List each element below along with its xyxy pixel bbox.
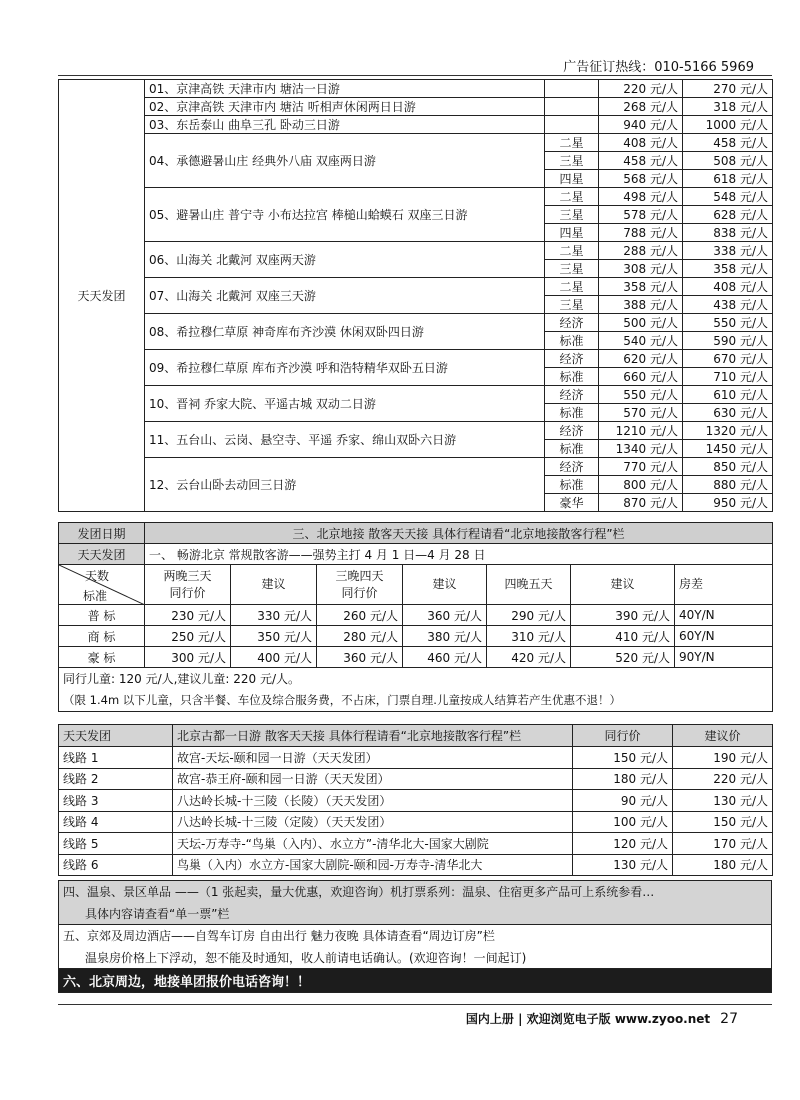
standard-price: 420 元/人 — [487, 647, 571, 668]
tour-grade: 经济 — [545, 314, 599, 332]
route-text: 故宫-恭王府-颐和园一日游（天天发团） — [173, 768, 573, 790]
route-text: 故宫-天坛-颐和园一日游（天天发团） — [173, 747, 573, 769]
tour-grade: 标准 — [545, 476, 599, 494]
tour-row — [59, 314, 773, 332]
line-suggest: 220 元/人 — [673, 768, 773, 790]
line-label: 线路 3 — [59, 790, 173, 812]
standard-price: 310 元/人 — [487, 626, 571, 647]
misc-sections — [58, 880, 772, 993]
day-price-header: 同行价 — [573, 725, 673, 747]
tour-suggest-price: 618 元/人 — [683, 170, 773, 188]
header-rule — [58, 75, 772, 76]
standard-price: 380 元/人 — [403, 626, 487, 647]
day-tour-row — [59, 747, 773, 769]
tour-grade: 三星 — [545, 260, 599, 278]
price-col-header: 四晚五天 — [487, 565, 571, 605]
tour-grade: 经济 — [545, 458, 599, 476]
tour-suggest-price: 590 元/人 — [683, 332, 773, 350]
tour-name: 12、云台山卧去动回三日游 — [145, 458, 545, 512]
tour-price: 358 元/人 — [599, 278, 683, 296]
tour-name: 04、承德避暑山庄 经典外八庙 双座两日游 — [145, 134, 545, 188]
tour-suggest-price: 408 元/人 — [683, 278, 773, 296]
tour-row — [59, 80, 773, 98]
price-col-header: 建议 — [571, 565, 675, 605]
tour-price: 870 元/人 — [599, 494, 683, 512]
tour-grade: 标准 — [545, 440, 599, 458]
tour-suggest-price: 610 元/人 — [683, 386, 773, 404]
standard-price: 390 元/人 — [571, 605, 675, 626]
tour-row — [59, 134, 773, 152]
section4-line1: 四、温泉、景区单品 ——（1 张起卖，量大优惠，欢迎咨询）机打票系列：温泉、住宿更多产品可上系统参看… — [59, 881, 772, 903]
beijing-local-table — [58, 522, 773, 712]
date-label: 发团日期 — [59, 523, 145, 544]
tour-name: 09、希拉穆仁草原 库布齐沙漠 呼和浩特精华双卧五日游 — [145, 350, 545, 386]
tour-suggest-price: 630 元/人 — [683, 404, 773, 422]
tour-grade: 四星 — [545, 224, 599, 242]
day-tour-row — [59, 811, 773, 833]
tour-row — [59, 242, 773, 260]
standard-price: 230 元/人 — [145, 605, 231, 626]
line-label: 线路 4 — [59, 811, 173, 833]
line-label: 线路 2 — [59, 768, 173, 790]
line-label: 线路 1 — [59, 747, 173, 769]
tour-suggest-price: 508 元/人 — [683, 152, 773, 170]
line-price: 150 元/人 — [573, 747, 673, 769]
standard-label: 商 标 — [59, 626, 145, 647]
tour-price: 1340 元/人 — [599, 440, 683, 458]
tour-row — [59, 350, 773, 368]
tour-row — [59, 458, 773, 476]
tour-grade: 经济 — [545, 386, 599, 404]
tour-grade: 三星 — [545, 206, 599, 224]
route-text: 八达岭长城-十三陵（长陵）（天天发团） — [173, 790, 573, 812]
tour-suggest-price: 458 元/人 — [683, 134, 773, 152]
section6-banner: 六、北京周边，地接单团报价电话咨询！！ — [59, 969, 772, 993]
tour-price: 788 元/人 — [599, 224, 683, 242]
line-price: 100 元/人 — [573, 811, 673, 833]
tour-grade: 三星 — [545, 296, 599, 314]
tour-suggest-price: 950 元/人 — [683, 494, 773, 512]
footer-text: 国内上册 | 欢迎浏览电子版 www.zyoo.net — [465, 1012, 711, 1026]
line-label: 线路 6 — [59, 854, 173, 876]
tour-suggest-price: 338 元/人 — [683, 242, 773, 260]
tour-name: 11、五台山、云岗、悬空寺、平遥 乔家、绵山双卧六日游 — [145, 422, 545, 458]
tour-grade — [545, 98, 599, 116]
standard-price: 350 元/人 — [231, 626, 317, 647]
line-suggest: 190 元/人 — [673, 747, 773, 769]
tour-name: 08、希拉穆仁草原 神奇库布齐沙漠 休闲双卧四日游 — [145, 314, 545, 350]
tour-price: 388 元/人 — [599, 296, 683, 314]
tour-suggest-price: 710 元/人 — [683, 368, 773, 386]
tour-row — [59, 278, 773, 296]
tour-grade: 标准 — [545, 332, 599, 350]
tour-grade: 三星 — [545, 152, 599, 170]
tour-grade — [545, 116, 599, 134]
tour-name: 02、京津高铁 天津市内 塘沽 听相声休闲两日日游 — [145, 98, 545, 116]
depart-cell: 天天发团 — [59, 80, 145, 512]
child-price-note: 同行儿童: 120 元/人,建议儿童: 220 元/人。 — [59, 668, 773, 690]
section4-line2: 具体内容请查看“单一票”栏 — [59, 903, 772, 925]
line-suggest: 180 元/人 — [673, 854, 773, 876]
tour-price: 568 元/人 — [599, 170, 683, 188]
price-col-header: 建议 — [403, 565, 487, 605]
tour-suggest-price: 838 元/人 — [683, 224, 773, 242]
tour-suggest-price: 318 元/人 — [683, 98, 773, 116]
tour-grade: 二星 — [545, 242, 599, 260]
day-tour-row — [59, 833, 773, 855]
tour-suggest-price: 850 元/人 — [683, 458, 773, 476]
tour-grade: 四星 — [545, 170, 599, 188]
standard-row — [59, 605, 773, 626]
standard-price: 280 元/人 — [317, 626, 403, 647]
tour-price: 408 元/人 — [599, 134, 683, 152]
standard-label: 豪 标 — [59, 647, 145, 668]
tour-price: 550 元/人 — [599, 386, 683, 404]
standard-price: 90Y/N — [675, 647, 773, 668]
day-tour-row — [59, 790, 773, 812]
tour-name: 07、山海关 北戴河 双座三天游 — [145, 278, 545, 314]
day-suggest-header: 建议价 — [673, 725, 773, 747]
tour-suggest-price: 1450 元/人 — [683, 440, 773, 458]
tour-grade: 二星 — [545, 188, 599, 206]
route-text: 天坛-万寿寺-“鸟巢（入内）、水立方”-清华北大-国家大剧院 — [173, 833, 573, 855]
day-depart-header: 天天发团 — [59, 725, 173, 747]
line-price: 130 元/人 — [573, 854, 673, 876]
tour-price: 578 元/人 — [599, 206, 683, 224]
tour-suggest-price: 1000 元/人 — [683, 116, 773, 134]
price-col-header: 房差 — [675, 565, 773, 605]
tour-suggest-price: 670 元/人 — [683, 350, 773, 368]
footer — [466, 1010, 738, 1027]
tour-name: 06、山海关 北戴河 双座两天游 — [145, 242, 545, 278]
tour-price: 570 元/人 — [599, 404, 683, 422]
tour-name: 01、京津高铁 天津市内 塘沽一日游 — [145, 80, 545, 98]
tour-suggest-price: 438 元/人 — [683, 296, 773, 314]
tour-price: 498 元/人 — [599, 188, 683, 206]
tour-name: 05、避暑山庄 普宁寺 小布达拉宫 棒槌山蛤蟆石 双座三日游 — [145, 188, 545, 242]
tour-name: 10、晋祠 乔家大院、平遥古城 双动二日游 — [145, 386, 545, 422]
tour-name: 03、东岳泰山 曲阜三孔 卧动三日游 — [145, 116, 545, 134]
day-tour-table — [58, 724, 773, 876]
section3-title: 三、北京地接 散客天天接 具体行程请看“北京地接散客行程”栏 — [145, 523, 773, 544]
line-suggest: 170 元/人 — [673, 833, 773, 855]
day-title-header: 北京古都一日游 散客天天接 具体行程请看“北京地接散客行程”栏 — [173, 725, 573, 747]
standard-price: 60Y/N — [675, 626, 773, 647]
day-tour-row — [59, 854, 773, 876]
tour-price: 620 元/人 — [599, 350, 683, 368]
tour-grade: 标准 — [545, 404, 599, 422]
tour-grade: 豪华 — [545, 494, 599, 512]
tour-price-table — [58, 79, 773, 512]
tour-row — [59, 422, 773, 440]
standard-price: 410 元/人 — [571, 626, 675, 647]
price-col-header: 建议 — [231, 565, 317, 605]
page-number: 27 — [720, 1011, 738, 1027]
tour-price: 220 元/人 — [599, 80, 683, 98]
tour-suggest-price: 270 元/人 — [683, 80, 773, 98]
line-price: 180 元/人 — [573, 768, 673, 790]
tour-price: 288 元/人 — [599, 242, 683, 260]
section3-depart: 天天发团 — [59, 544, 145, 565]
section5-line1: 五、京郊及周边酒店——自驾车订房 自由出行 魅力夜晚 具体请查看“周边订房”栏 — [59, 925, 772, 947]
standard-price: 290 元/人 — [487, 605, 571, 626]
standard-price: 260 元/人 — [317, 605, 403, 626]
standard-price: 460 元/人 — [403, 647, 487, 668]
tour-row — [59, 98, 773, 116]
tour-price: 1210 元/人 — [599, 422, 683, 440]
tour-price: 800 元/人 — [599, 476, 683, 494]
corner-days: 天数 — [85, 569, 110, 583]
tour-price: 500 元/人 — [599, 314, 683, 332]
tour-row — [59, 188, 773, 206]
tour-price: 770 元/人 — [599, 458, 683, 476]
tour-grade: 二星 — [545, 134, 599, 152]
tour-suggest-price: 628 元/人 — [683, 206, 773, 224]
ad-hotline: 广告征订热线：010-5166 5969 — [563, 60, 754, 75]
standard-row — [59, 626, 773, 647]
standard-price: 250 元/人 — [145, 626, 231, 647]
tour-grade: 经济 — [545, 350, 599, 368]
corner-cell — [59, 565, 145, 605]
standard-price: 360 元/人 — [317, 647, 403, 668]
tour-price: 540 元/人 — [599, 332, 683, 350]
standard-price: 330 元/人 — [231, 605, 317, 626]
tour-price: 308 元/人 — [599, 260, 683, 278]
tour-grade: 标准 — [545, 368, 599, 386]
tour-price: 268 元/人 — [599, 98, 683, 116]
section3-subtitle: 一、 畅游北京 常规散客游——强势主打 4 月 1 日—4 月 28 日 — [145, 544, 773, 565]
standard-price: 40Y/N — [675, 605, 773, 626]
tour-price: 458 元/人 — [599, 152, 683, 170]
tour-suggest-price: 1320 元/人 — [683, 422, 773, 440]
standard-price: 520 元/人 — [571, 647, 675, 668]
tour-suggest-price: 880 元/人 — [683, 476, 773, 494]
standard-price: 400 元/人 — [231, 647, 317, 668]
price-col-header: 两晚三天 同行价 — [145, 565, 231, 605]
tour-suggest-price: 550 元/人 — [683, 314, 773, 332]
line-suggest: 130 元/人 — [673, 790, 773, 812]
price-col-header: 三晚四天 同行价 — [317, 565, 403, 605]
tour-grade — [545, 80, 599, 98]
tour-grade: 二星 — [545, 278, 599, 296]
footer-rule — [58, 1004, 772, 1005]
child-policy-note: （限 1.4m 以下儿童，只含半餐、车位及综合服务费，不占床，门票自理.儿童按成人结算若产生优惠不退！） — [59, 690, 773, 712]
tour-price: 940 元/人 — [599, 116, 683, 134]
standard-price: 300 元/人 — [145, 647, 231, 668]
tour-suggest-price: 358 元/人 — [683, 260, 773, 278]
route-text: 八达岭长城-十三陵（定陵）（天天发团） — [173, 811, 573, 833]
route-text: 鸟巢（入内）水立方-国家大剧院-颐和园-万寿寺-清华北大 — [173, 854, 573, 876]
line-suggest: 150 元/人 — [673, 811, 773, 833]
standard-price: 360 元/人 — [403, 605, 487, 626]
section5-line2: 温泉房价格上下浮动，恕不能及时通知，收人前请电话确认。(欢迎咨询！一间起订) — [59, 947, 772, 969]
corner-standard: 标准 — [83, 589, 108, 603]
day-tour-row — [59, 768, 773, 790]
tour-price: 660 元/人 — [599, 368, 683, 386]
line-price: 120 元/人 — [573, 833, 673, 855]
tour-suggest-price: 548 元/人 — [683, 188, 773, 206]
tour-row — [59, 386, 773, 404]
line-price: 90 元/人 — [573, 790, 673, 812]
tour-row — [59, 116, 773, 134]
standard-label: 普 标 — [59, 605, 145, 626]
tour-grade: 经济 — [545, 422, 599, 440]
line-label: 线路 5 — [59, 833, 173, 855]
standard-row — [59, 647, 773, 668]
